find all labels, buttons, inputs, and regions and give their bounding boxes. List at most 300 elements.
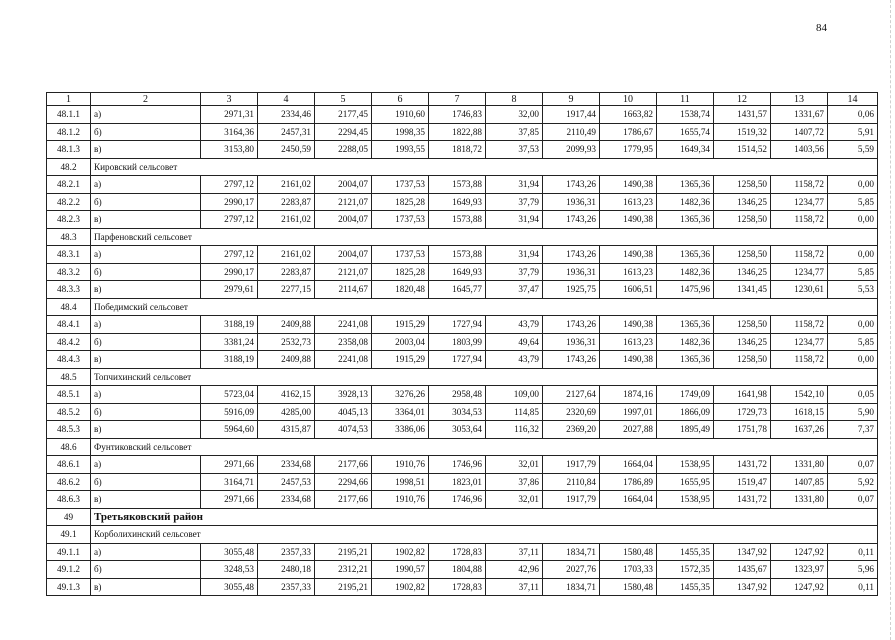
value-cell: 1613,23 [600,193,657,211]
value-cell: 1895,49 [657,421,714,439]
value-cell: 3248,53 [201,561,258,579]
value-cell: 1538,95 [657,491,714,509]
value-cell: 1743,26 [543,246,600,264]
value-cell: 1258,50 [714,246,771,264]
value-cell: 1538,95 [657,456,714,474]
section-code: 48.6 [47,438,91,456]
table-row [47,141,878,159]
value-cell: 0,11 [828,543,878,561]
value-cell: 1158,72 [771,211,828,229]
row-option-label: а) [91,106,201,124]
value-cell: 1664,04 [600,456,657,474]
row-code: 48.1.1 [47,106,91,124]
value-cell: 2958,48 [429,386,486,404]
value-cell: 1645,77 [429,281,486,299]
value-cell: 31,94 [486,176,543,194]
value-cell: 1728,83 [429,543,486,561]
value-cell: 1323,97 [771,561,828,579]
value-cell: 1804,88 [429,561,486,579]
value-cell: 1834,71 [543,578,600,596]
table-row [47,123,878,141]
value-cell: 3034,53 [429,403,486,421]
value-cell: 1455,35 [657,578,714,596]
value-cell: 1542,10 [771,386,828,404]
section-name: Топчихинский сельсовет [91,368,878,386]
section-code: 48.5 [47,368,91,386]
value-cell: 37,79 [486,193,543,211]
value-cell: 3053,64 [429,421,486,439]
value-cell: 2004,07 [315,211,372,229]
value-cell: 3188,19 [201,351,258,369]
value-cell: 2320,69 [543,403,600,421]
value-cell: 2195,21 [315,578,372,596]
column-number-cell: 11 [657,93,714,106]
row-code: 49.1.3 [47,578,91,596]
value-cell: 1365,36 [657,246,714,264]
value-cell: 43,79 [486,351,543,369]
value-cell: 32,01 [486,456,543,474]
value-cell: 2334,46 [258,106,315,124]
value-cell: 1258,50 [714,176,771,194]
value-cell: 1998,35 [372,123,429,141]
value-cell: 1365,36 [657,316,714,334]
column-number-cell: 8 [486,93,543,106]
value-cell: 1993,55 [372,141,429,159]
value-cell: 1572,35 [657,561,714,579]
tariff-table [46,92,878,596]
row-code: 49.1.1 [47,543,91,561]
section-code: 49.1 [47,526,91,544]
value-cell: 1823,01 [429,473,486,491]
value-cell: 2121,07 [315,263,372,281]
value-cell: 32,00 [486,106,543,124]
value-cell: 1490,38 [600,246,657,264]
value-cell: 37,11 [486,578,543,596]
value-cell: 1825,28 [372,193,429,211]
value-cell: 1158,72 [771,316,828,334]
column-number-cell: 10 [600,93,657,106]
table-row [47,246,878,264]
value-cell: 4045,13 [315,403,372,421]
value-cell: 3364,01 [372,403,429,421]
section-row [47,438,878,456]
table-row [47,491,878,509]
value-cell: 5,85 [828,193,878,211]
value-cell: 1258,50 [714,351,771,369]
value-cell: 37,86 [486,473,543,491]
value-cell: 2283,87 [258,193,315,211]
value-cell: 0,07 [828,456,878,474]
value-cell: 1258,50 [714,316,771,334]
value-cell: 3055,48 [201,543,258,561]
value-cell: 2357,33 [258,578,315,596]
table-row [47,281,878,299]
row-option-label: в) [91,281,201,299]
row-code: 48.6.2 [47,473,91,491]
value-cell: 1917,44 [543,106,600,124]
value-cell: 1431,72 [714,456,771,474]
value-cell: 37,53 [486,141,543,159]
value-cell: 1727,94 [429,351,486,369]
row-option-label: б) [91,263,201,281]
row-code: 48.3.2 [47,263,91,281]
value-cell: 5,92 [828,473,878,491]
table-row [47,421,878,439]
value-cell: 31,94 [486,211,543,229]
value-cell: 1786,67 [600,123,657,141]
value-cell: 1998,51 [372,473,429,491]
value-cell: 5,59 [828,141,878,159]
value-cell: 2288,05 [315,141,372,159]
value-cell: 1655,74 [657,123,714,141]
section-row [47,228,878,246]
value-cell: 1664,04 [600,491,657,509]
value-cell: 2241,08 [315,316,372,334]
value-cell: 1490,38 [600,211,657,229]
value-cell: 2409,88 [258,316,315,334]
value-cell: 37,79 [486,263,543,281]
value-cell: 2990,17 [201,263,258,281]
row-code: 48.1.3 [47,141,91,159]
table-row [47,403,878,421]
value-cell: 2177,66 [315,456,372,474]
value-cell: 1663,82 [600,106,657,124]
value-cell: 3164,71 [201,473,258,491]
row-option-label: в) [91,351,201,369]
value-cell: 1751,78 [714,421,771,439]
value-cell: 0,00 [828,211,878,229]
column-number-cell: 5 [315,93,372,106]
value-cell: 3276,26 [372,386,429,404]
value-cell: 3153,80 [201,141,258,159]
value-cell: 1727,94 [429,316,486,334]
value-cell: 37,85 [486,123,543,141]
value-cell: 1573,88 [429,246,486,264]
value-cell: 2357,33 [258,543,315,561]
value-cell: 1737,53 [372,176,429,194]
value-cell: 37,11 [486,543,543,561]
value-cell: 1331,67 [771,106,828,124]
row-code: 48.3.1 [47,246,91,264]
value-cell: 0,00 [828,246,878,264]
value-cell: 2177,66 [315,491,372,509]
table-body [47,93,878,596]
value-cell: 2099,93 [543,141,600,159]
value-cell: 49,64 [486,333,543,351]
value-cell: 1786,89 [600,473,657,491]
value-cell: 1866,09 [657,403,714,421]
row-option-label: в) [91,211,201,229]
value-cell: 2358,08 [315,333,372,351]
value-cell: 2003,04 [372,333,429,351]
value-cell: 1936,31 [543,193,600,211]
value-cell: 5,91 [828,123,878,141]
value-cell: 2277,15 [258,281,315,299]
value-cell: 1910,60 [372,106,429,124]
value-cell: 1158,72 [771,176,828,194]
row-option-label: б) [91,193,201,211]
value-cell: 2480,18 [258,561,315,579]
value-cell: 1407,85 [771,473,828,491]
value-cell: 1365,36 [657,176,714,194]
value-cell: 1649,93 [429,193,486,211]
value-cell: 37,47 [486,281,543,299]
value-cell: 2797,12 [201,246,258,264]
table-row [47,263,878,281]
row-code: 49.1.2 [47,561,91,579]
value-cell: 2971,31 [201,106,258,124]
value-cell: 43,79 [486,316,543,334]
row-code: 48.6.1 [47,456,91,474]
value-cell: 7,37 [828,421,878,439]
value-cell: 5,53 [828,281,878,299]
value-cell: 1490,38 [600,176,657,194]
value-cell: 1637,26 [771,421,828,439]
value-cell: 1346,25 [714,263,771,281]
row-code: 48.5.2 [47,403,91,421]
row-code: 48.2.3 [47,211,91,229]
row-option-label: в) [91,491,201,509]
value-cell: 2450,59 [258,141,315,159]
district-row [47,508,878,526]
value-cell: 1573,88 [429,176,486,194]
column-number-cell: 2 [91,93,201,106]
table-row [47,578,878,596]
value-cell: 1346,25 [714,333,771,351]
column-number-cell: 7 [429,93,486,106]
value-cell: 2797,12 [201,211,258,229]
row-option-label: а) [91,176,201,194]
value-cell: 1234,77 [771,193,828,211]
value-cell: 1331,80 [771,491,828,509]
value-cell: 1247,92 [771,578,828,596]
value-cell: 109,00 [486,386,543,404]
row-code: 48.2.1 [47,176,91,194]
value-cell: 1703,33 [600,561,657,579]
value-cell: 1925,75 [543,281,600,299]
page-number: 84 [816,22,827,34]
value-cell: 2990,17 [201,193,258,211]
value-cell: 116,32 [486,421,543,439]
value-cell: 1743,26 [543,211,600,229]
value-cell: 1613,23 [600,333,657,351]
value-cell: 2127,64 [543,386,600,404]
value-cell: 2457,53 [258,473,315,491]
value-cell: 4162,15 [258,386,315,404]
table-row [47,351,878,369]
value-cell: 2110,49 [543,123,600,141]
value-cell: 1490,38 [600,351,657,369]
value-cell: 2532,73 [258,333,315,351]
value-cell: 1834,71 [543,543,600,561]
value-cell: 1910,76 [372,491,429,509]
column-number-cell: 9 [543,93,600,106]
value-cell: 2979,61 [201,281,258,299]
section-name: Фунтиковский сельсовет [91,438,878,456]
section-name: Победимский сельсовет [91,298,878,316]
value-cell: 1403,56 [771,141,828,159]
value-cell: 4315,87 [258,421,315,439]
value-cell: 2312,21 [315,561,372,579]
value-cell: 2161,02 [258,246,315,264]
value-cell: 1825,28 [372,263,429,281]
value-cell: 5964,60 [201,421,258,439]
table-row [47,316,878,334]
value-cell: 1915,29 [372,316,429,334]
value-cell: 1573,88 [429,211,486,229]
value-cell: 1407,72 [771,123,828,141]
value-cell: 2195,21 [315,543,372,561]
section-row [47,526,878,544]
value-cell: 2797,12 [201,176,258,194]
section-name: Кировский сельсовет [91,158,878,176]
value-cell: 114,85 [486,403,543,421]
value-cell: 1874,16 [600,386,657,404]
value-cell: 0,00 [828,351,878,369]
row-option-label: б) [91,403,201,421]
value-cell: 1803,99 [429,333,486,351]
value-cell: 5916,09 [201,403,258,421]
value-cell: 2294,66 [315,473,372,491]
value-cell: 1655,95 [657,473,714,491]
row-option-label: а) [91,543,201,561]
value-cell: 2004,07 [315,176,372,194]
value-cell: 1910,76 [372,456,429,474]
row-code: 48.4.3 [47,351,91,369]
row-option-label: а) [91,456,201,474]
value-cell: 2177,45 [315,106,372,124]
row-option-label: а) [91,246,201,264]
value-cell: 0,05 [828,386,878,404]
value-cell: 1729,73 [714,403,771,421]
value-cell: 1613,23 [600,263,657,281]
value-cell: 1743,26 [543,316,600,334]
value-cell: 1917,79 [543,456,600,474]
table-row [47,456,878,474]
value-cell: 3164,36 [201,123,258,141]
value-cell: 5,96 [828,561,878,579]
value-cell: 1341,45 [714,281,771,299]
value-cell: 5723,04 [201,386,258,404]
value-cell: 1475,96 [657,281,714,299]
value-cell: 0,07 [828,491,878,509]
value-cell: 5,85 [828,263,878,281]
table-row [47,561,878,579]
value-cell: 2334,68 [258,456,315,474]
value-cell: 1455,35 [657,543,714,561]
value-cell: 2971,66 [201,491,258,509]
value-cell: 1234,77 [771,333,828,351]
row-option-label: в) [91,141,201,159]
row-option-label: а) [91,386,201,404]
section-name: Корболихинский сельсовет [91,526,878,544]
value-cell: 4074,53 [315,421,372,439]
value-cell: 1749,09 [657,386,714,404]
value-cell: 1822,88 [429,123,486,141]
value-cell: 1247,92 [771,543,828,561]
value-cell: 1917,79 [543,491,600,509]
value-cell: 3381,24 [201,333,258,351]
column-number-cell: 3 [201,93,258,106]
value-cell: 2241,08 [315,351,372,369]
value-cell: 0,06 [828,106,878,124]
value-cell: 2121,07 [315,193,372,211]
value-cell: 1258,50 [714,211,771,229]
value-cell: 1649,34 [657,141,714,159]
table-row [47,106,878,124]
value-cell: 1234,77 [771,263,828,281]
column-number-cell: 13 [771,93,828,106]
value-cell: 1818,72 [429,141,486,159]
value-cell: 1728,83 [429,578,486,596]
page-edge-divider [889,0,891,640]
row-code: 48.4.1 [47,316,91,334]
column-number-cell: 4 [258,93,315,106]
value-cell: 1915,29 [372,351,429,369]
column-number-cell: 14 [828,93,878,106]
value-cell: 1482,36 [657,263,714,281]
row-option-label: в) [91,421,201,439]
value-cell: 1641,98 [714,386,771,404]
value-cell: 1990,57 [372,561,429,579]
value-cell: 1997,01 [600,403,657,421]
value-cell: 4285,00 [258,403,315,421]
table-row [47,176,878,194]
value-cell: 0,00 [828,316,878,334]
value-cell: 1580,48 [600,543,657,561]
row-option-label: б) [91,123,201,141]
value-cell: 1347,92 [714,543,771,561]
value-cell: 1158,72 [771,351,828,369]
value-cell: 2027,76 [543,561,600,579]
section-code: 48.4 [47,298,91,316]
row-code: 48.1.2 [47,123,91,141]
value-cell: 1737,53 [372,211,429,229]
table-row [47,193,878,211]
value-cell: 1519,47 [714,473,771,491]
value-cell: 3928,13 [315,386,372,404]
value-cell: 2114,67 [315,281,372,299]
column-number-cell: 12 [714,93,771,106]
value-cell: 2971,66 [201,456,258,474]
value-cell: 2457,31 [258,123,315,141]
value-cell: 2004,07 [315,246,372,264]
table-row [47,333,878,351]
value-cell: 1618,15 [771,403,828,421]
row-option-label: в) [91,578,201,596]
table-row [47,211,878,229]
row-option-label: б) [91,333,201,351]
value-cell: 2369,20 [543,421,600,439]
value-cell: 2110,84 [543,473,600,491]
value-cell: 1743,26 [543,176,600,194]
value-cell: 3188,19 [201,316,258,334]
value-cell: 5,85 [828,333,878,351]
row-code: 48.3.3 [47,281,91,299]
value-cell: 1606,51 [600,281,657,299]
value-cell: 3055,48 [201,578,258,596]
section-row [47,298,878,316]
value-cell: 1431,57 [714,106,771,124]
row-option-label: б) [91,561,201,579]
table-row [47,473,878,491]
value-cell: 1936,31 [543,263,600,281]
value-cell: 1347,92 [714,578,771,596]
value-cell: 2027,88 [600,421,657,439]
value-cell: 1482,36 [657,193,714,211]
value-cell: 1580,48 [600,578,657,596]
value-cell: 1743,26 [543,351,600,369]
